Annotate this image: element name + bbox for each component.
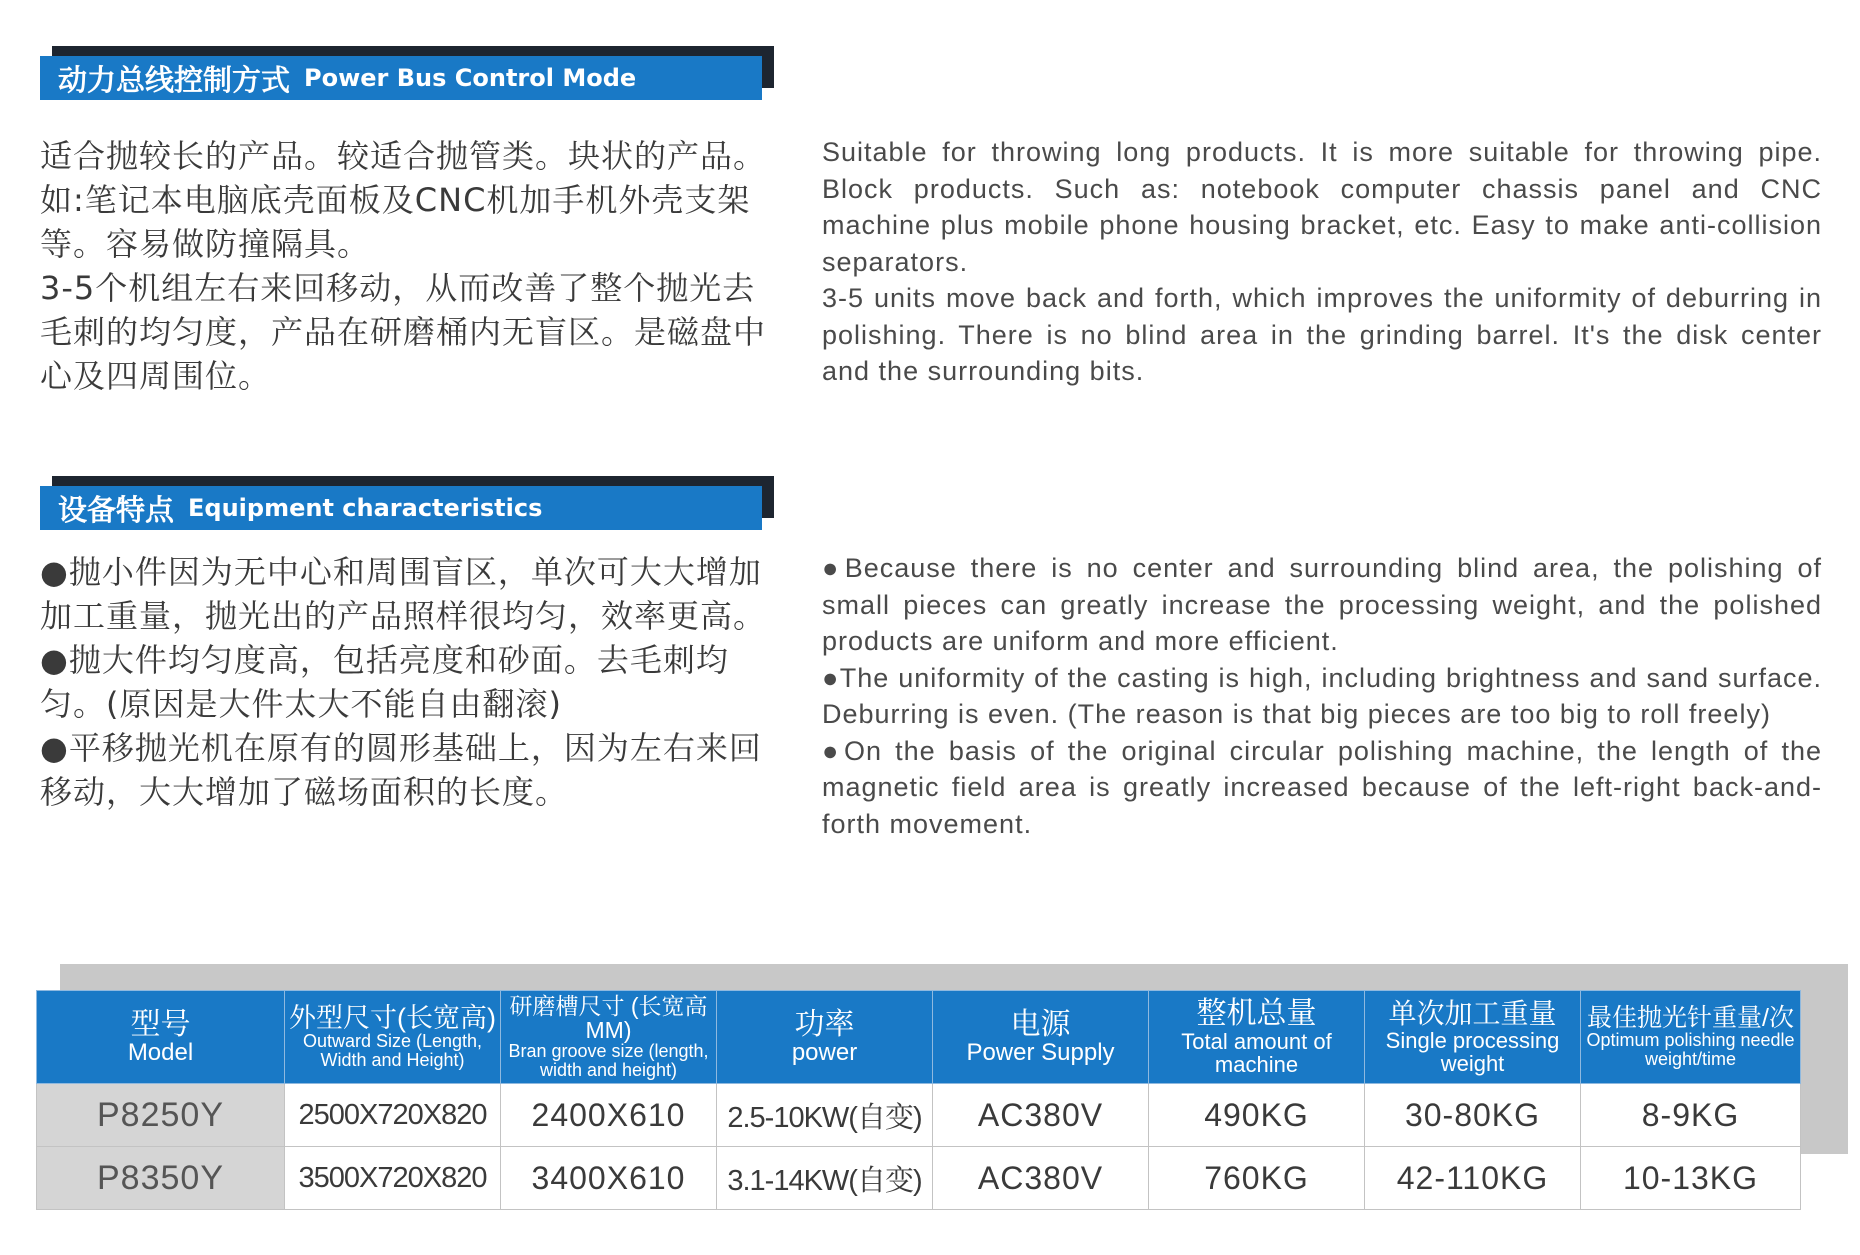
cell-single-weight: 42-110KG: [1365, 1147, 1581, 1210]
paragraph: 3-5 units move back and forth, which improves the uniformity of deburring in polishing. There is no blind area in the grinding barrel. It's the disk center and the surrounding bits.: [822, 283, 1822, 386]
header-zh: 外型尺寸(长宽高): [289, 1002, 496, 1033]
section2-chinese-text: [40, 550, 780, 814]
table-row: [37, 1147, 1801, 1210]
table-row: [37, 1084, 1801, 1147]
cell-total-machine: 490KG: [1149, 1084, 1365, 1147]
header-total-machine: [1149, 991, 1365, 1084]
section-title-zh: 动力总线控制方式: [58, 62, 291, 97]
cell-power-supply: AC380V: [933, 1084, 1149, 1147]
cell-model: P8350Y: [37, 1147, 285, 1210]
bullet-item: ●The uniformity of the casting is high, including brightness and sand surface. Deburring is even. (The reason is that big pieces are too big to roll freely): [822, 662, 1822, 729]
cell-power-supply: AC380V: [933, 1147, 1149, 1210]
header-outward-size: [285, 991, 501, 1084]
spec-table: [36, 990, 1801, 1210]
section-title-en: Power Bus Control Mode: [304, 64, 637, 92]
section-header-equipment: [40, 476, 760, 527]
header-zh: 功率: [794, 1007, 855, 1041]
cell-total-machine: 760KG: [1149, 1147, 1365, 1210]
cell-power: 3.1-14KW(自变): [717, 1147, 933, 1210]
header-zh: 单次加工重量: [1388, 998, 1557, 1030]
paragraph: 3-5个机组左右来回移动，从而改善了整个抛光去毛刺的均匀度，产品在研磨桶内无盲区。是磁盘中心及四周围位。: [40, 269, 767, 395]
header-needle-weight: [1581, 991, 1801, 1084]
header-zh: 整机总量: [1196, 997, 1317, 1031]
section-header-power-bus: [40, 46, 760, 97]
section-title-zh: 设备特点: [58, 492, 175, 527]
header-bar: [40, 56, 762, 100]
bullet-item: ●抛大件均匀度高，包括亮度和砂面。去毛刺均匀。(原因是大件太大不能自由翻滚): [40, 641, 729, 723]
cell-groove-size: 2400X610: [501, 1084, 717, 1147]
section1-chinese-text: [40, 134, 780, 398]
header-en: Single processing weight: [1385, 1027, 1560, 1076]
header-en: Outward Size (Length, Width and Height): [302, 1031, 483, 1071]
header-model: [37, 991, 285, 1084]
header-en: Model: [127, 1039, 194, 1067]
bullet-item: ●抛小件因为无中心和周围盲区，单次可大大增加加工重量，抛光出的产品照样很均匀，效率更高。: [40, 553, 767, 635]
header-en: Optimum polishing needle weight/time: [1586, 1030, 1795, 1070]
header-en: Power Supply: [966, 1039, 1115, 1067]
cell-model: P8250Y: [37, 1084, 285, 1147]
header-en: Total amount of machine: [1181, 1028, 1332, 1077]
header-zh: 型号: [130, 1007, 191, 1041]
bullet-item: ●Because there is no center and surrounding blind area, the polishing of small pieces can greatly increase the processing weight, and the polished products are uniform and more efficient.: [822, 553, 1822, 656]
header-bar: [40, 486, 762, 530]
cell-groove-size: 3400X610: [501, 1147, 717, 1210]
table-header-row: [37, 991, 1801, 1084]
cell-needle-weight: 8-9KG: [1581, 1084, 1801, 1147]
cell-power: 2.5-10KW(自变): [717, 1084, 933, 1147]
cell-outward-size: 3500X720X820: [285, 1147, 501, 1210]
bullet-item: ●On the basis of the original circular polishing machine, the length of the magnetic field area is greatly increased because of the left-right back-and-forth movement.: [822, 735, 1822, 839]
section1-english-text: [822, 134, 1822, 390]
header-power-supply: [933, 991, 1149, 1084]
cell-single-weight: 30-80KG: [1365, 1084, 1581, 1147]
header-zh: 研磨槽尺寸 (长宽高MM): [509, 992, 708, 1044]
paragraph: Suitable for throwing long products. It is more suitable for throwing pipe. Block products. Such as: notebook computer chassis panel and CNC machine plus mobile phone housing bracket, etc. Easy to make anti-collision separators.: [822, 137, 1822, 277]
header-single-weight: [1365, 991, 1581, 1084]
cell-outward-size: 2500X720X820: [285, 1084, 501, 1147]
section2-english-text: [822, 550, 1822, 842]
header-en: power: [791, 1039, 858, 1067]
paragraph: 适合抛较长的产品。较适合抛管类。块状的产品。如:笔记本电脑底壳面板及CNC机加手机外壳支架等。容易做防撞隔具。: [40, 137, 767, 263]
section-title-en: Equipment characteristics: [188, 494, 543, 522]
header-power: [717, 991, 933, 1084]
header-zh: 最佳抛光针重量/次: [1587, 1003, 1794, 1032]
spec-table-container: [36, 964, 1816, 1210]
bullet-item: ●平移抛光机在原有的圆形基础上，因为左右来回移动，大大增加了磁场面积的长度。: [40, 729, 762, 811]
header-zh: 电源: [1010, 1007, 1071, 1041]
header-en: Bran groove size (length, width and height): [508, 1041, 709, 1081]
cell-needle-weight: 10-13KG: [1581, 1147, 1801, 1210]
header-groove-size: [501, 991, 717, 1084]
